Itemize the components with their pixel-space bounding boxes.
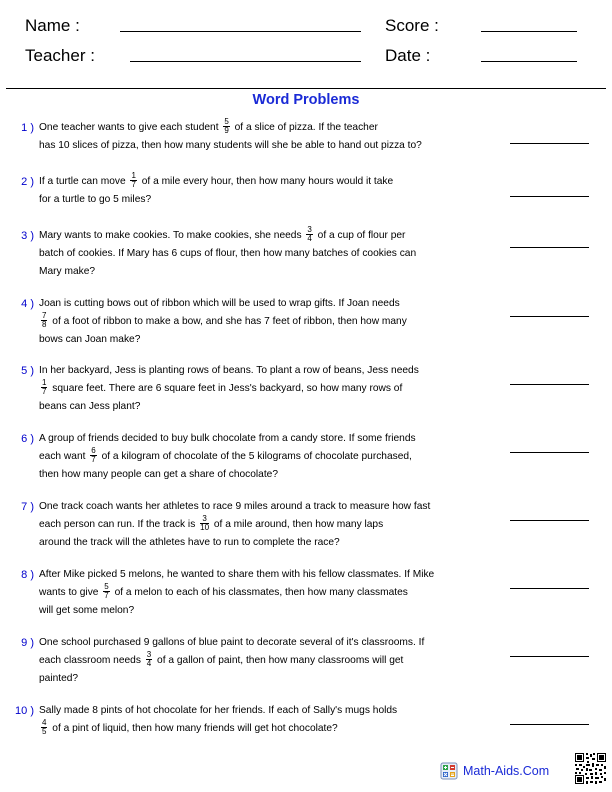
problem-text: Joan is cutting bows out of ribbon which will be used to wrap gifts. If Joan needs: [39, 298, 400, 309]
name-label: Name :: [25, 16, 80, 35]
fraction-denominator: 5: [42, 727, 47, 736]
problem-text-line: [39, 245, 479, 263]
name-field-line[interactable]: [120, 31, 361, 32]
fraction-denominator: 4: [146, 659, 152, 668]
problem-text-line: [39, 466, 479, 484]
problem-text: of a slice of pizza. If the teacher: [231, 122, 378, 134]
problem-number: 1 ): [21, 122, 34, 134]
answer-blank[interactable]: [510, 143, 589, 144]
answer-blank[interactable]: [510, 520, 589, 521]
problem-text: In her backyard, Jess is planting rows of beans. To plant a row of beans, Jess needs: [39, 365, 419, 376]
problem-text-line: [39, 534, 479, 552]
answer-blank[interactable]: [510, 656, 589, 657]
problem-text-line: [39, 498, 479, 516]
problem-number: 2 ): [21, 176, 34, 188]
problem-text: Mary make?: [39, 266, 96, 277]
answer-blank[interactable]: [510, 724, 589, 725]
problem-text-line: [39, 331, 479, 349]
problem-text: One track coach wants her athletes to race 9 miles around a track to measure how fast: [39, 501, 431, 512]
site-brand[interactable]: Math-Aids.Com: [463, 764, 550, 778]
problem-number: 8 ): [21, 569, 34, 581]
problem-text-line: [39, 362, 479, 380]
problem-text-line: [39, 448, 479, 466]
qr-code-icon: [574, 752, 607, 785]
problem-number: 4 ): [21, 298, 34, 310]
problem-text: of a kilogram of chocolate of the 5 kilograms of chocolate purchased,: [98, 451, 412, 463]
problem-text: of a melon to each of his classmates, then how many classmates: [111, 587, 408, 599]
fraction: [103, 583, 109, 600]
problem-text-line: [39, 227, 479, 245]
problem-text-line: [39, 516, 479, 534]
problem-number: 9 ): [21, 637, 34, 649]
problem-text: Mary wants to make cookies. To make cookies, she needs: [39, 230, 305, 242]
problem-text-line: [39, 652, 479, 670]
problem-text: Sally made 8 pints of hot chocolate for her friends. If each of Sally's mugs holds: [39, 705, 398, 716]
problem-text: bows can Joan make?: [39, 334, 141, 345]
fraction-numerator: 6: [91, 446, 96, 455]
header-divider: [6, 88, 606, 89]
teacher-label: Teacher :: [25, 46, 95, 65]
problem-text: batch of cookies. If Mary has 6 cups of flour, then how many batches of cookies can: [39, 248, 417, 259]
fraction-numerator: 1: [131, 171, 136, 180]
problem-text-line: [39, 634, 479, 652]
fraction-denominator: 4: [307, 234, 312, 243]
fraction-denominator: 7: [42, 387, 47, 396]
score-field-line[interactable]: [481, 31, 577, 32]
fraction-denominator: 7: [91, 455, 96, 464]
problem-text-line: [39, 430, 479, 448]
fraction-numerator: 4: [42, 718, 47, 727]
fraction-denominator: 10: [200, 523, 210, 532]
problem-text: each classroom needs: [39, 655, 144, 667]
fraction: [130, 172, 136, 189]
fraction-denominator: 8: [42, 320, 47, 329]
problem-text-line: [39, 602, 479, 620]
problem-text: square feet. There are 6 square feet in Jess's backyard, so how many rows of: [49, 383, 403, 395]
worksheet-title: Word Problems: [252, 92, 360, 108]
problem-text: of a mile around, then how many laps: [211, 519, 384, 531]
fraction: [200, 515, 209, 532]
fraction: [146, 651, 152, 668]
fraction-numerator: 1: [42, 378, 47, 387]
problem-text-line: [39, 137, 479, 155]
problem-number: 5 ): [21, 365, 34, 377]
fraction-denominator: 9: [224, 126, 229, 135]
problem-text: wants to give: [39, 587, 102, 599]
problem-text: then how many people can get a share of chocolate?: [39, 469, 279, 480]
problem-text-line: [39, 119, 479, 137]
problem-number: 6 ): [21, 433, 34, 445]
problem-text-line: [39, 191, 479, 209]
teacher-field-line[interactable]: [130, 61, 361, 62]
fraction-numerator: 5: [224, 117, 229, 126]
problem-text-line: [39, 173, 479, 191]
problem-text: has 10 slices of pizza, then how many students will she be able to hand out pizza to?: [39, 140, 422, 151]
problem-text: After Mike picked 5 melons, he wanted to share them with his fellow classmates. If Mike: [39, 569, 435, 580]
fraction: [90, 447, 96, 464]
date-label: Date :: [385, 46, 431, 65]
fraction-denominator: 7: [104, 591, 109, 600]
problem-text: beans can Jess plant?: [39, 401, 141, 412]
problem-text: each want: [39, 451, 89, 463]
problem-text-line: [39, 670, 479, 688]
problem-text-line: [39, 295, 479, 313]
problem-text: One teacher wants to give each student: [39, 122, 222, 134]
problem-text: of a pint of liquid, then how many friends will get hot chocolate?: [49, 723, 338, 735]
problem-text-line: [39, 398, 479, 416]
problem-number: 7 ): [21, 501, 34, 513]
answer-blank[interactable]: [510, 316, 589, 317]
problem-text: for a turtle to go 5 miles?: [39, 194, 152, 205]
fraction-numerator: 5: [104, 582, 109, 591]
fraction-numerator: 3: [200, 515, 209, 524]
problem-text: each person can run. If the track is: [39, 519, 199, 531]
problem-text: of a cup of flour per: [314, 230, 406, 242]
answer-blank[interactable]: [510, 588, 589, 589]
fraction: [41, 379, 47, 396]
problem-text-line: [39, 380, 479, 398]
problem-text: painted?: [39, 673, 79, 684]
fraction: [223, 118, 229, 135]
fraction: [41, 312, 47, 329]
fraction-numerator: 3: [146, 650, 152, 659]
answer-blank[interactable]: [510, 196, 589, 197]
problem-number: 10 ): [15, 705, 34, 717]
problem-text-line: [39, 720, 479, 738]
problem-text: of a mile every hour, then how many hours would it take: [138, 176, 394, 188]
fraction: [306, 226, 312, 243]
score-label: Score :: [385, 16, 439, 35]
problem-text: A group of friends decided to buy bulk chocolate from a candy store. If some friends: [39, 433, 416, 444]
answer-blank[interactable]: [510, 452, 589, 453]
problem-text: of a gallon of paint, then how many classrooms will get: [154, 655, 404, 667]
problem-text: of a foot of ribbon to make a bow, and she has 7 feet of ribbon, then how many: [49, 316, 407, 328]
problem-text: One school purchased 9 gallons of blue paint to decorate several of it's classrooms. If: [39, 637, 425, 648]
problem-text: around the track will the athletes have to run to complete the race?: [39, 537, 340, 548]
problem-text: will get some melon?: [39, 605, 135, 616]
problem-text-line: [39, 263, 479, 281]
fraction-numerator: 3: [307, 225, 312, 234]
answer-blank[interactable]: [510, 384, 589, 385]
fraction-denominator: 7: [131, 180, 136, 189]
calculator-icon: [440, 762, 458, 780]
date-field-line[interactable]: [481, 61, 577, 62]
problem-text: If a turtle can move: [39, 176, 129, 188]
answer-blank[interactable]: [510, 247, 589, 248]
problem-number: 3 ): [21, 230, 34, 242]
problem-text-line: [39, 313, 479, 331]
problem-text-line: [39, 702, 479, 720]
fraction-numerator: 7: [42, 311, 47, 320]
fraction: [41, 719, 47, 736]
problem-text-line: [39, 584, 479, 602]
